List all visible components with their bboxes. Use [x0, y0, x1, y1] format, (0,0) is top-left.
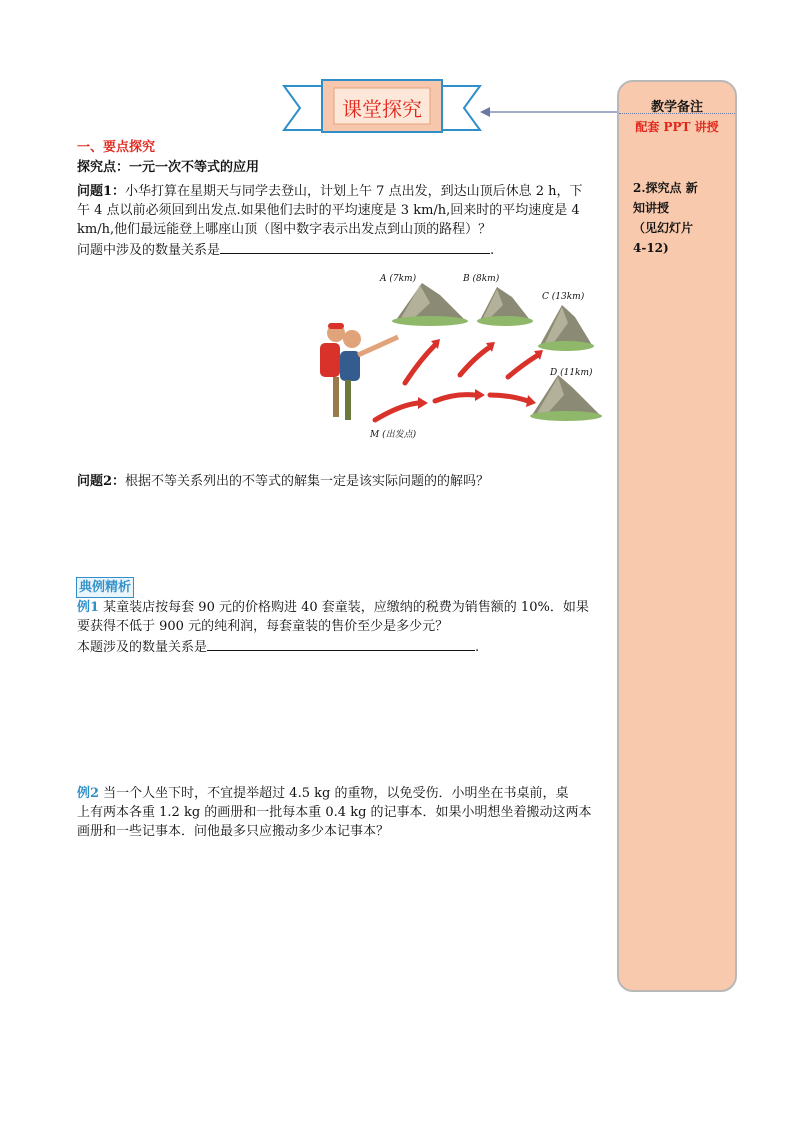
sidebar-title: 教学备注 [650, 100, 703, 115]
hikers [320, 323, 398, 420]
pointer-arrow-icon [478, 104, 620, 120]
sidebar-note-line3: （见幻灯片 [633, 221, 694, 235]
sidebar-note-line4: 4-12) [633, 241, 669, 255]
sidebar-note [633, 178, 729, 258]
peak-b [477, 287, 533, 326]
q2-text: 根据不等关系列出的不等式的解集一定是该实际问题的的解吗？ [125, 474, 490, 489]
q1-answer-blank[interactable] [220, 239, 490, 254]
q1-label: 问题1： [77, 184, 126, 199]
peak-c [538, 305, 594, 351]
point-label: 探究点： [77, 160, 130, 175]
q1-line3: km/h,他们最远能登上哪座山顶（图中数字表示出发点到山顶的路程）？ [77, 222, 492, 237]
q2-label: 问题2： [77, 474, 126, 489]
ex1-line2: 要获得不低于 900 元的纯利润，每套童装的售价至少是多少元？ [77, 619, 449, 634]
question-1 [77, 182, 617, 260]
ex1-answer-blank[interactable] [207, 636, 475, 651]
ex1-relation: 本题涉及的数量关系是 [77, 640, 208, 655]
teaching-notes-sidebar [617, 80, 737, 992]
peak-b-label: B (8km) [463, 274, 500, 284]
example-1 [77, 598, 617, 657]
ex2-line2: 上有两本各重 1.2 kg 的画册和一批每本重 0.4 kg 的记事本．如果小明想坐着搬动这两本 [77, 805, 592, 820]
ex2-line1: 当一个人坐下时，不宜提举超过 4.5 kg 的重物，以免受伤．小明坐在书桌前，桌 [99, 786, 569, 801]
banner [282, 76, 482, 140]
peak-d-label: D (11km) [550, 368, 593, 378]
sidebar-divider [619, 113, 735, 114]
q1-relation: 问题中涉及的数量关系是 [77, 243, 221, 258]
start-label: M (出发点) [370, 430, 417, 440]
ex1-end: . [475, 640, 480, 655]
point-text: 一元一次不等式的应用 [129, 160, 260, 175]
sidebar-note-line1: 2.探究点 新 [633, 181, 698, 195]
sidebar-subtitle: 配套 PPT 讲授 [635, 120, 719, 134]
mountain-figure [300, 265, 620, 445]
section-heading: 一、要点探究 [77, 140, 156, 155]
example-2 [77, 784, 617, 841]
ex2-label: 例2 [77, 786, 100, 801]
peak-c-label: C (13km) [542, 292, 585, 302]
q1-end: . [490, 243, 495, 258]
ex1-label: 例1 [77, 600, 100, 615]
ex2-line3: 画册和一些记事本．问他最多只应搬动多少本记事本？ [77, 824, 390, 839]
q1-line1: 小华打算在星期天与同学去登山，计划上午 7 点出发，到达山顶后休息 2 h，下 [125, 184, 583, 199]
sidebar-note-line2: 知讲授 [633, 201, 670, 215]
ex1-line1: 某童装店按每套 90 元的价格购进 40 套童装，应缴纳的税费为销售额的 10%．如果 [99, 600, 589, 615]
question-2 [77, 472, 617, 491]
banner-title: 课堂探究 [342, 97, 422, 121]
q1-line2: 午 4 点以前必须回到出发点.如果他们去时的平均速度是 3 km/h,回来时的平均速度是 4 [77, 203, 580, 218]
point-heading [77, 158, 259, 177]
peak-d [530, 375, 602, 421]
route-arrows [375, 345, 538, 420]
peak-a [392, 283, 468, 326]
examples-tag: 典例精析 [76, 577, 134, 598]
peak-a-label: A (7km) [380, 274, 417, 284]
